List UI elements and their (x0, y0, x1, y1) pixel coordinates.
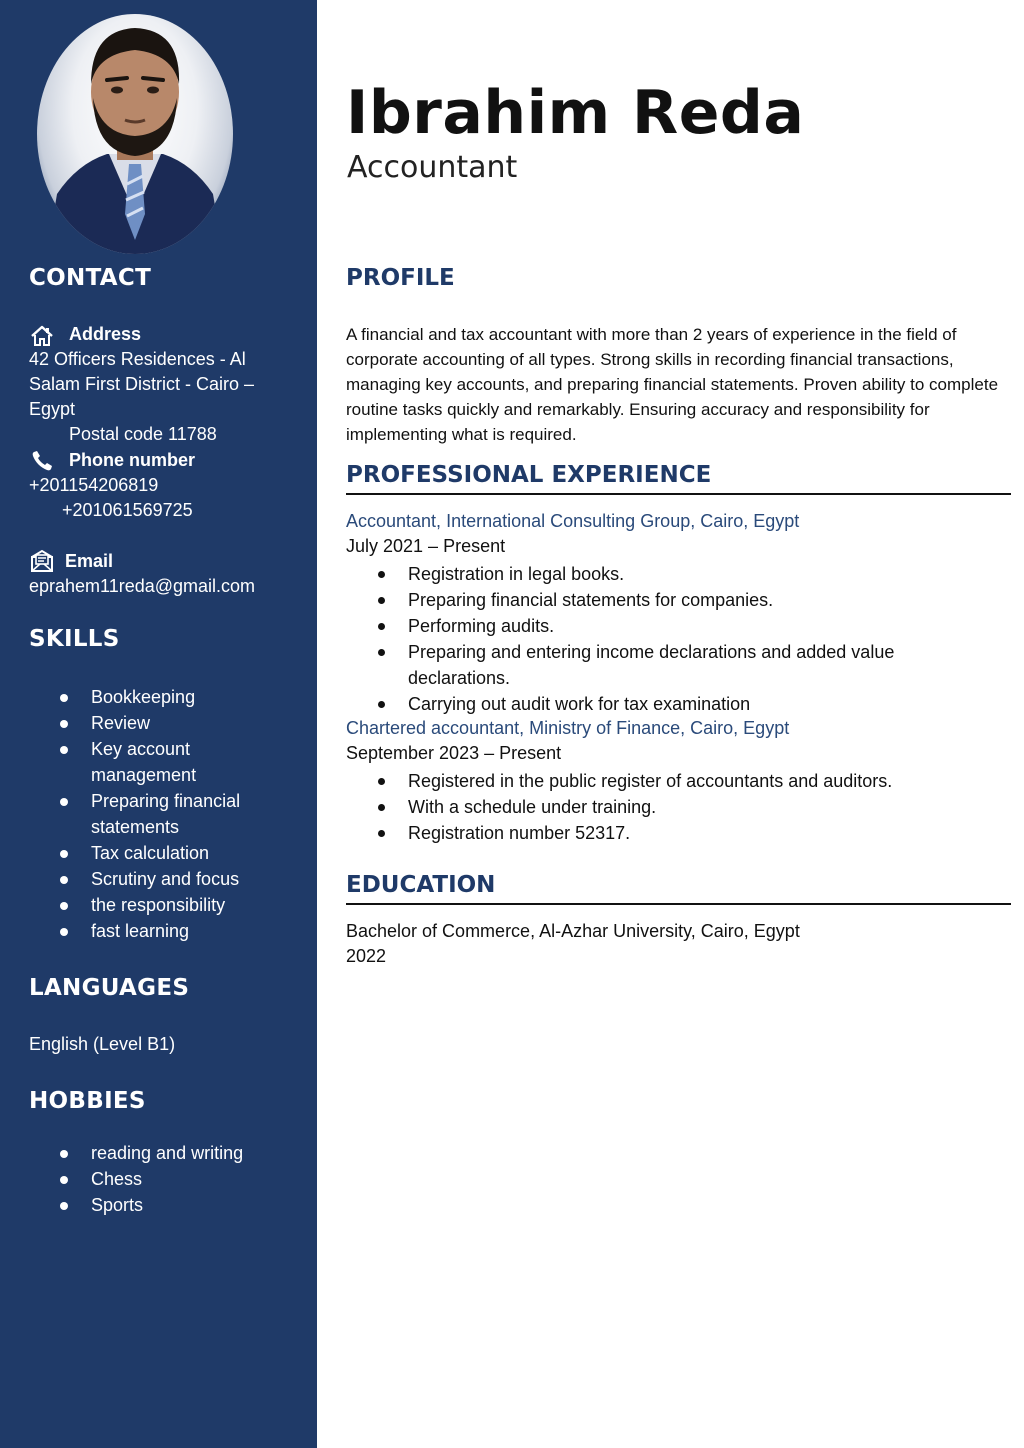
skill-item (29, 684, 299, 710)
duty-item (346, 820, 986, 846)
hobby-item (29, 1192, 299, 1218)
duty-item (346, 587, 986, 613)
duty-item-text: Registration number 52317. (408, 823, 631, 843)
skills-list (29, 684, 299, 944)
skill-item-text: Bookkeeping (91, 687, 196, 707)
hobbies-list (29, 1140, 299, 1218)
duty-item (346, 794, 986, 820)
skills-heading: SKILLS (29, 626, 120, 652)
skill-item-text: statements (91, 817, 180, 837)
hobby-item (29, 1140, 299, 1166)
skill-item (29, 736, 299, 788)
job-duties (346, 561, 986, 717)
duty-item (346, 613, 986, 639)
skill-item-text: Key account (91, 739, 191, 759)
duty-item-text: Performing audits. (408, 616, 555, 636)
skill-item (29, 840, 299, 866)
skill-item-text: Tax calculation (91, 843, 210, 863)
job-period: September 2023 – Present (346, 743, 562, 763)
education-year: 2022 (346, 946, 387, 966)
email-icon (30, 549, 54, 573)
skill-item-text: the responsibility (91, 895, 226, 915)
profile-heading: PROFILE (346, 265, 455, 291)
phone-label: Phone number (69, 450, 196, 470)
skill-item-text: fast learning (91, 921, 190, 941)
duty-item (346, 768, 986, 794)
duty-item-text: Carrying out audit work for tax examination (408, 694, 751, 714)
education-degree: Bachelor of Commerce, Al-Azhar University, Cairo, Egypt (346, 921, 800, 941)
skill-item (29, 892, 299, 918)
duty-item-text: Preparing financial statements for companies. (408, 590, 774, 610)
duty-item (346, 691, 986, 717)
skill-item-text: Preparing financial (91, 791, 241, 811)
skill-item (29, 710, 299, 736)
candidate-name: Ibrahim Reda (346, 78, 805, 148)
phone-number[interactable]: +201154206819 (29, 475, 159, 495)
hobby-item-text: reading and writing (91, 1143, 244, 1163)
skill-item-text: Scrutiny and focus (91, 869, 240, 889)
candidate-title: Accountant (347, 150, 518, 185)
sidebar (0, 0, 317, 1448)
hobby-item-text: Chess (91, 1169, 143, 1189)
job-title: Accountant, International Consulting Group, Cairo, Egypt (346, 511, 800, 531)
job-duties (346, 768, 986, 846)
duty-item (346, 561, 986, 587)
languages-heading: LANGUAGES (29, 975, 190, 1001)
duty-item-text: Registration in legal books. (408, 564, 625, 584)
job-title: Chartered accountant, Ministry of Finance, Cairo, Egypt (346, 718, 790, 738)
hobby-item (29, 1166, 299, 1192)
job-period: July 2021 – Present (346, 536, 506, 556)
skill-item-text: management (91, 765, 197, 785)
address-line: 42 Officers Residences - Al (29, 349, 246, 369)
home-icon (30, 324, 54, 348)
address-line: Salam First District - Cairo – (29, 374, 255, 394)
phone-icon (30, 449, 54, 473)
duty-item (346, 639, 986, 691)
duty-item-text: Preparing and entering income declarations and added value (408, 642, 895, 662)
skill-item (29, 866, 299, 892)
duty-item-text: With a schedule under training. (408, 797, 657, 817)
education-heading: EDUCATION (346, 872, 496, 898)
avatar-portrait (37, 14, 233, 254)
language-item: English (Level B1) (29, 1034, 176, 1054)
avatar (37, 14, 233, 254)
email-address[interactable]: eprahem11reda@gmail.com (29, 576, 256, 596)
skill-item (29, 918, 299, 944)
address-line: Egypt (29, 399, 76, 419)
email-label: Email (65, 551, 114, 571)
duty-item-text: declarations. (408, 668, 511, 688)
hobby-item-text: Sports (91, 1195, 144, 1215)
section-divider (346, 493, 1011, 495)
phone-number[interactable]: +201061569725 (62, 500, 193, 520)
postal-code: Postal code 11788 (69, 424, 217, 444)
skill-item (29, 788, 299, 840)
section-divider (346, 903, 1011, 905)
hobbies-heading: HOBBIES (29, 1088, 146, 1114)
skill-item-text: Review (91, 713, 151, 733)
experience-heading: PROFESSIONAL EXPERIENCE (346, 462, 712, 488)
profile-text: A financial and tax accountant with more than 2 years of experience in the field of corporate accounting of all types. Strong skills in recording financial transactions, managing key accounts, and preparing financial statements. Proven ability to complete routine tasks quickly and remarkably. Ensuring accuracy and responsibility for implementing what is required. (346, 325, 999, 444)
address-label: Address (69, 324, 142, 344)
duty-item-text: Registered in the public register of accountants and auditors. (408, 771, 893, 791)
contact-heading: CONTACT (29, 265, 152, 291)
